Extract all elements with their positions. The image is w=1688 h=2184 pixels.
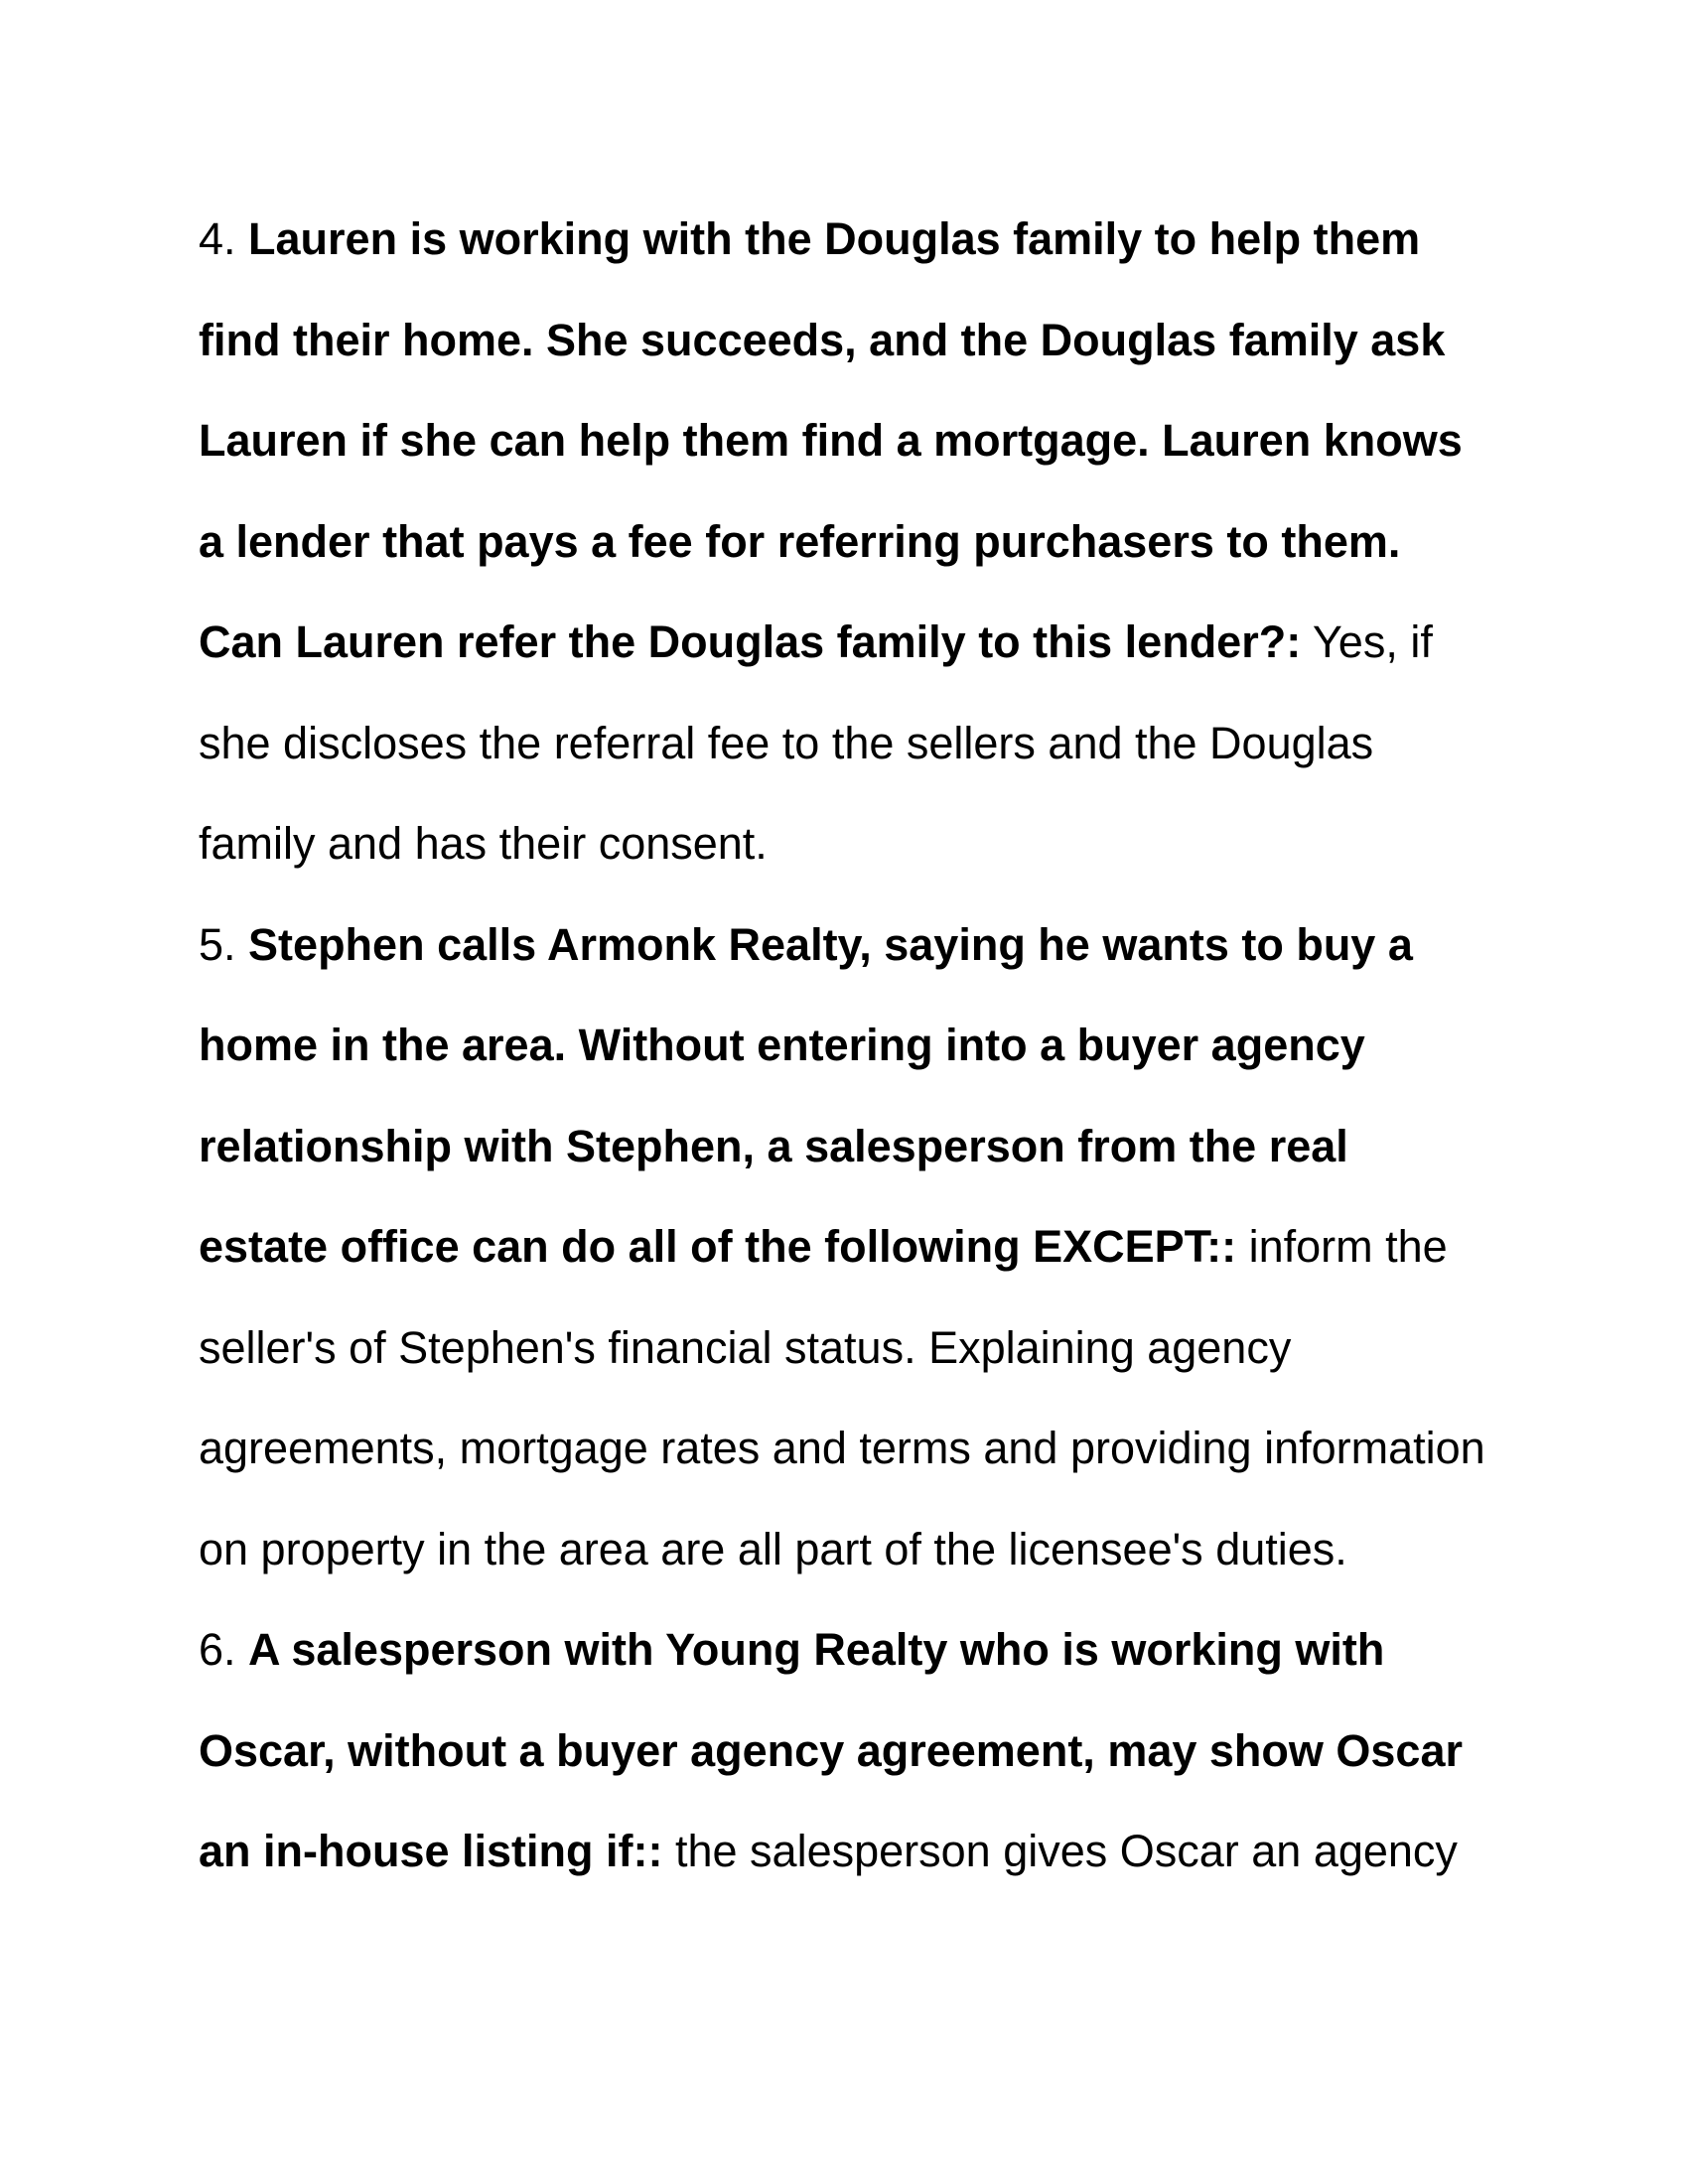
question-number: 6. [199, 1624, 236, 1675]
question-text: Stephen calls Armonk Realty, saying he wants to buy a home in the area. Without entering into a buyer agency relationship with Stephen, a salesperson from the real estate office can do all of the following EXCEPT:: [199, 918, 1413, 1272]
answer-text: the salesperson gives Oscar an agency [674, 1826, 1458, 1876]
question-number: 4. [199, 213, 236, 264]
question-text: Lauren is working with the Douglas family to help them find their home. She succeeds, and the Douglas family ask Lauren if she can help them find a mortgage. Lauren knows a lender that pays a fee for referring purchasers to them. Can Lauren refer the Douglas family to this lender?: [199, 213, 1463, 667]
qa-list [199, 189, 1489, 1902]
answer-text: Yes, if she discloses the referral fee to the sellers and the Douglas family and has their consent. [199, 616, 1433, 869]
qa-item-4 [199, 189, 1489, 894]
question-number: 5. [199, 918, 236, 970]
answer-text: inform the seller's of Stephen's financial status. Explaining agency agreements, mortgage rates and terms and providing information on property in the area are all part of the licensee's duties. [199, 1221, 1485, 1574]
qa-item-5 [199, 894, 1489, 1600]
qa-item-6 [199, 1599, 1489, 1902]
question-text: A salesperson with Young Realty who is working with Oscar, without a buyer agency agreement, may show Oscar an in-house listing if:: [199, 1624, 1463, 1876]
